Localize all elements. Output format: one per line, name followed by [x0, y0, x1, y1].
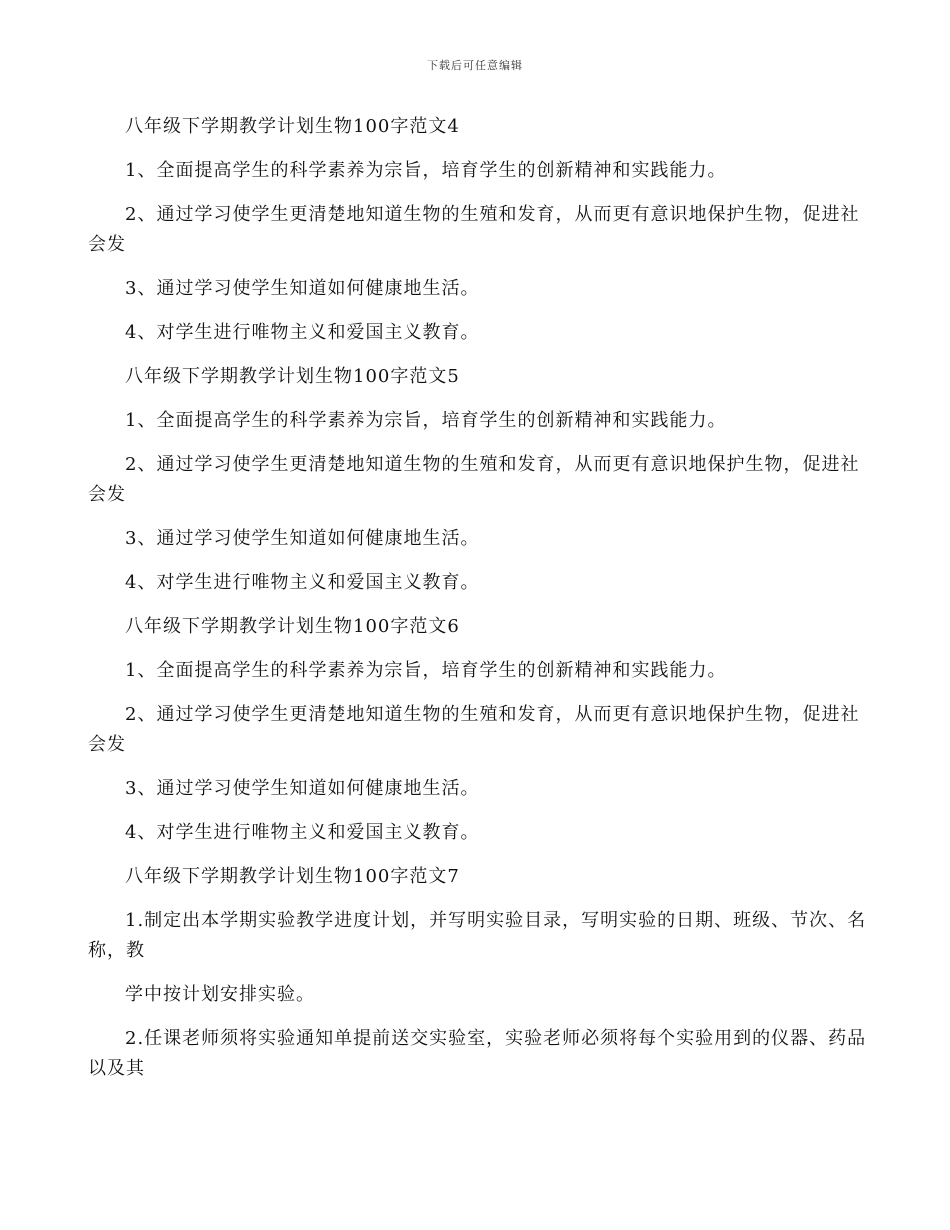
list-item: 1、全面提高学生的科学素养为宗旨，培育学生的创新精神和实践能力。 — [125, 660, 727, 681]
list-item: 3、通过学习使学生知道如何健康地生活。 — [125, 528, 480, 549]
list-item: 3、通过学习使学生知道如何健康地生活。 — [125, 278, 480, 299]
list-item: 4、对学生进行唯物主义和爱国主义教育。 — [125, 322, 480, 343]
list-item: 学中按计划安排实验。 — [125, 984, 315, 1005]
section-heading: 八年级下学期教学计划生物100字范文6 — [125, 616, 460, 637]
section-heading: 八年级下学期教学计划生物100字范文7 — [125, 866, 460, 887]
section-heading: 八年级下学期教学计划生物100字范文5 — [125, 366, 460, 387]
list-item: 1、全面提高学生的科学素养为宗旨，培育学生的创新精神和实践能力。 — [125, 160, 727, 181]
document-body — [88, 112, 868, 1098]
list-item: 2、通过学习使学生更清楚地知道生物的生殖和发育，从而更有意识地保护生物，促进社会发 — [88, 704, 860, 755]
list-item: 2.任课老师须将实验通知单提前送交实验室，实验老师必须将每个实验用到的仪器、药品以及其 — [88, 1028, 867, 1079]
list-item: 1.制定出本学期实验教学进度计划，并写明实验目录，写明实验的日期、班级、节次、名称，教 — [88, 910, 867, 961]
list-item: 3、通过学习使学生知道如何健康地生活。 — [125, 778, 480, 799]
list-item: 1、全面提高学生的科学素养为宗旨，培育学生的创新精神和实践能力。 — [125, 410, 727, 431]
header-note: 下载后可任意编辑 — [427, 59, 523, 72]
list-item: 2、通过学习使学生更清楚地知道生物的生殖和发育，从而更有意识地保护生物，促进社会发 — [88, 454, 860, 505]
list-item: 4、对学生进行唯物主义和爱国主义教育。 — [125, 822, 480, 843]
section-heading: 八年级下学期教学计划生物100字范文4 — [125, 116, 460, 137]
list-item: 4、对学生进行唯物主义和爱国主义教育。 — [125, 572, 480, 593]
list-item: 2、通过学习使学生更清楚地知道生物的生殖和发育，从而更有意识地保护生物，促进社会发 — [88, 204, 860, 255]
